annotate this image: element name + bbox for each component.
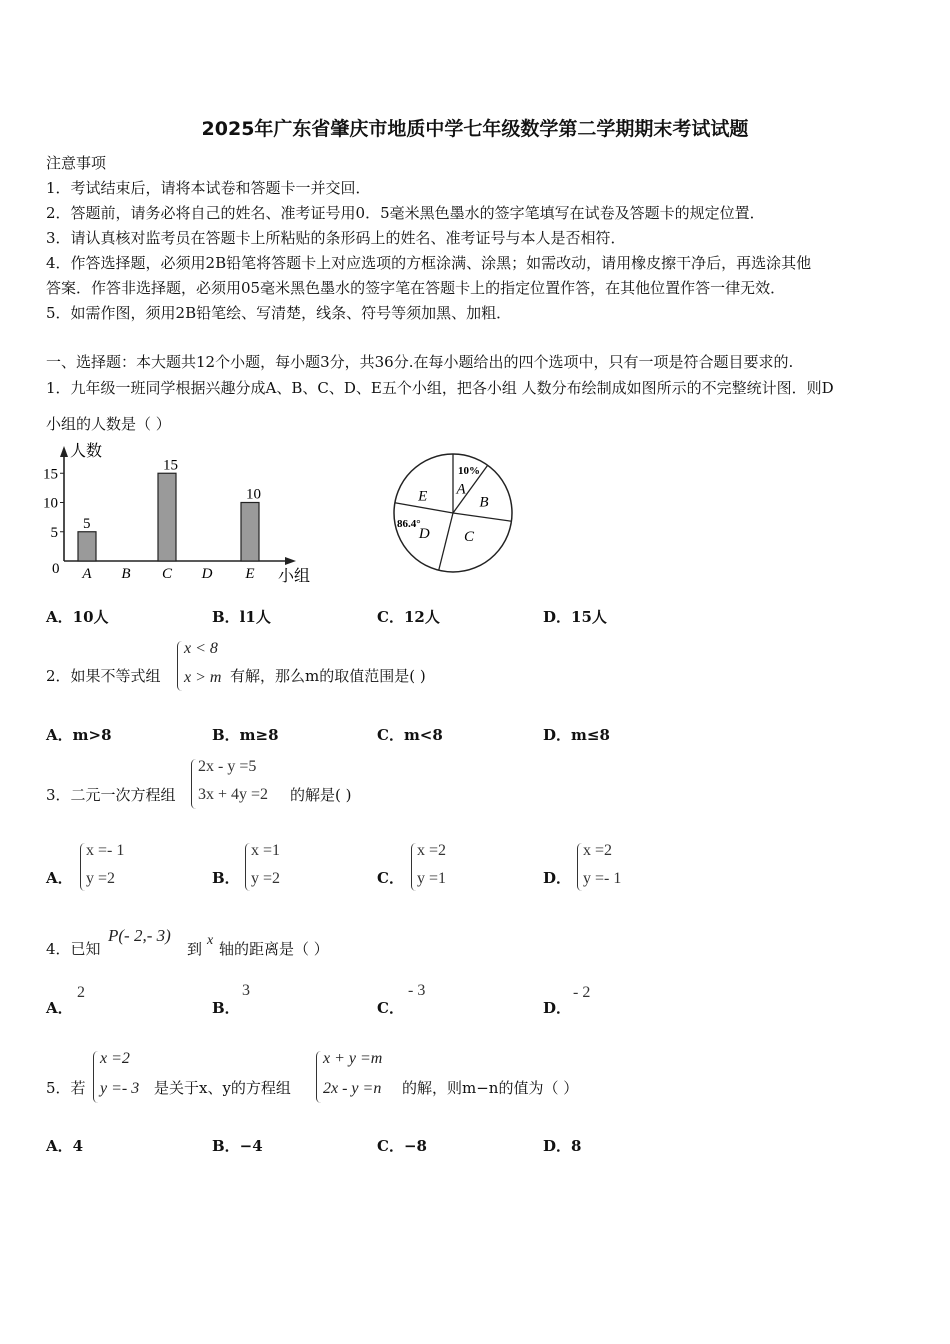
q5-option-c[interactable]: C．−8 [377,1137,427,1155]
bar-data-label: 5 [83,515,91,532]
q3-option-d-letter[interactable]: D． [543,869,572,887]
x-tick-label: A [82,566,92,582]
question-1-text: 1．九年级一班同学根据兴趣分成A、B、C、D、E五个小组，把各小组 人数分布绘制成如图所示的不完整统计图．则D [46,379,834,397]
q4-option-a-value: 2 [77,984,85,1001]
q4-option-c-value: - 3 [408,982,426,999]
q2-system-line: x < 8 [184,640,218,657]
q4-option-c-letter[interactable]: C． [377,999,404,1017]
question-5-suffix: 的解，则m−n的值为（ ） [402,1079,579,1097]
q5-system1-line: y =- 3 [100,1080,140,1097]
q3-option-a-letter[interactable]: A． [46,869,73,887]
brace [316,1051,321,1103]
q3-option-c-line: y =1 [417,870,447,887]
q4-axis: x [207,933,214,948]
bar-E [241,503,259,562]
pie-annotation: 10% [458,465,480,477]
q3-system-line: 3x + 4y =2 [198,786,269,803]
x-tick-label: C [161,566,173,582]
brace [245,843,250,891]
q5-option-a[interactable]: A．4 [46,1137,84,1155]
q3-option-b-line: x =1 [251,842,281,859]
q3-option-b-line: y =2 [251,870,281,887]
q5-system1-line: x =2 [100,1050,130,1067]
question-4-prefix: 4．已知 [46,940,101,958]
x-tick-label: B [121,566,131,582]
notice-heading: 注意事项 [46,154,107,172]
brace [80,843,85,891]
q3-option-d-line: y =- 1 [583,870,622,887]
y-axis-arrow [60,446,68,457]
y-tick-label: 0 [52,561,60,577]
brace [177,641,182,691]
q2-option-d[interactable]: D．m≤8 [543,726,610,744]
q5-system2-line: 2x - y =n [323,1080,382,1097]
y-tick-label: 10 [43,495,58,512]
bar-A [78,532,96,561]
notice-line: 3．请认真核对监考员在答题卡上所粘贴的条形码上的姓名、准考证号与本人是否相符． [46,229,626,247]
section-heading: 一、选择题：本大题共12个小题，每小题3分，共36分.在每小题给出的四个选项中，只有一项是符合题目要求的. [46,353,794,371]
q4-option-d-value: - 2 [573,984,591,1001]
q3-system-line: 2x - y =5 [198,758,257,775]
q2-option-b[interactable]: B．m≥8 [212,726,279,744]
pie-annotation: 86.4° [397,518,421,530]
brace [577,843,582,891]
bar-data-label: 10 [246,486,261,503]
q3-option-c-line: x =2 [417,842,447,859]
question-2-suffix: 有解，那么m的取值范围是( ) [230,667,426,685]
pie-slice-label: C [464,528,475,545]
notice-line: 5．如需作图，须用2B铅笔绘、写清楚，线条、符号等须加黑、加粗． [46,304,512,322]
x-axis-arrow [285,557,296,565]
x-tick-label: D [201,566,213,582]
y-tick-label: 5 [50,524,58,541]
question-3-suffix: 的解是( ) [290,786,352,804]
brace [411,843,416,891]
page-title: 2025年广东省肇庆市地质中学七年级数学第二学期期末考试试题 [201,118,749,140]
notice-line: 2．答题前，请务必将自己的姓名、准考证号用0．5毫米黑色墨水的签字笔填写在试卷及答题卡的规定位置． [46,204,765,222]
q4-option-b-value: 3 [242,982,250,999]
q4-option-d-letter[interactable]: D． [543,999,572,1017]
question-3-prefix: 3．二元一次方程组 [46,786,176,804]
bar-data-label: 15 [163,457,178,474]
q2-option-c[interactable]: C．m<8 [377,726,443,744]
q1-option-a[interactable]: A．10人 [46,608,109,626]
notice-line: 4．作答选择题，必须用2B铅笔将答题卡上对应选项的方框涂满、涂黑；如需改动，请用橡皮擦干净后，再选涂其他 [46,254,812,272]
q2-system-line: x > m [184,669,222,686]
q3-option-d-line: x =2 [583,842,613,859]
q4-option-a-letter[interactable]: A． [46,999,73,1017]
question-2-prefix: 2．如果不等式组 [46,667,161,685]
q2-option-a[interactable]: A．m>8 [46,726,112,744]
question-5-prefix: 5．若 [46,1079,86,1097]
q3-option-b-letter[interactable]: B． [212,869,240,887]
q1-option-d[interactable]: D．15人 [543,608,607,626]
pie-chart [390,448,520,578]
x-axis-label: 小组 [278,568,311,585]
question-4-suffix: 轴的距离是（ ） [219,940,329,958]
q5-option-d[interactable]: D．8 [543,1137,582,1155]
q5-system2-line: x + y =m [323,1050,383,1067]
question-5-mid: 是关于x、y的方程组 [154,1079,291,1097]
question-1-text-cont: 小组的人数是（ ） [46,415,171,433]
q3-option-a-line: x =- 1 [86,842,125,859]
q4-point: P(- 2,- 3) [108,926,171,945]
notice-line: 答案．作答非选择题，必须用05毫米黑色墨水的签字笔在答题卡上的指定位置作答，在其他位置作答一律无效． [46,279,786,297]
bar-C [158,473,176,561]
q1-option-b[interactable]: B．l1人 [212,608,271,626]
pie-slice-label: B [479,494,489,511]
q4-option-b-letter[interactable]: B． [212,999,240,1017]
brace [191,759,196,809]
q3-option-c-letter[interactable]: C． [377,869,404,887]
q1-option-c[interactable]: C．12人 [377,608,440,626]
pie-slice-label: D [418,526,430,543]
question-4-mid: 到 [187,940,203,958]
y-tick-label: 15 [43,466,58,483]
q5-option-b[interactable]: B．−4 [212,1137,263,1155]
pie-slice-label: A [456,481,466,498]
x-tick-label: E [245,566,255,582]
q3-option-a-line: y =2 [86,870,116,887]
y-axis-label: 人数 [70,443,103,460]
bar-chart [40,440,320,590]
notice-line: 1．考试结束后，请将本试卷和答题卡一并交回． [46,179,371,197]
pie-slice-label: E [418,488,428,505]
brace [93,1051,98,1103]
